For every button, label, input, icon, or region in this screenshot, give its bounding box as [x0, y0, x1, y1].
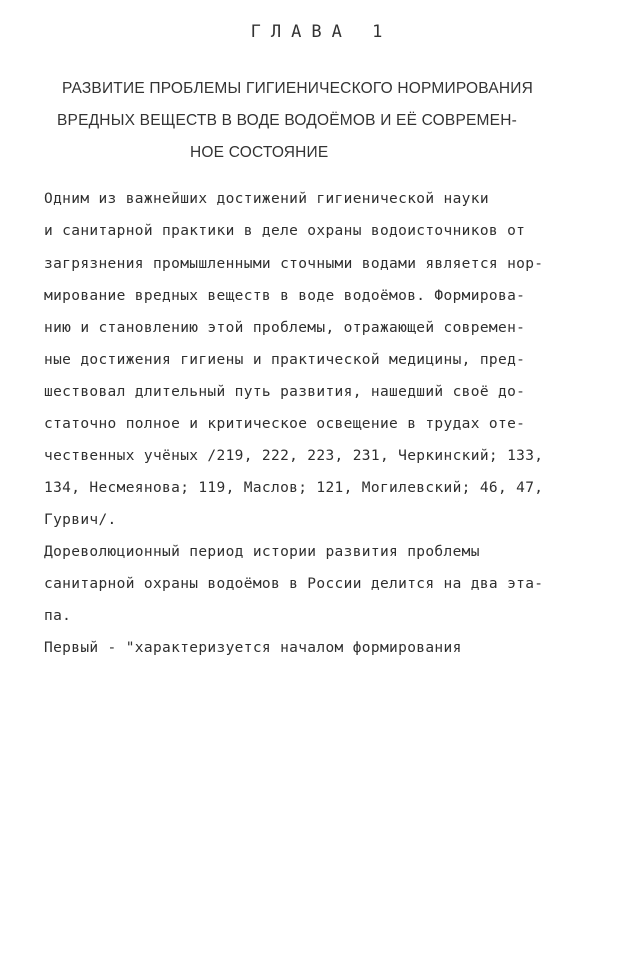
body-line-3: загрязнения промышленными сточными водами является нор- [44, 256, 544, 272]
body-line-6: ные достижения гигиены и практической медицины, пред- [44, 352, 526, 368]
body-line-9: чественных учёных /219, 222, 223, 231, Черкинский; 133, [44, 448, 544, 464]
body-line-12: Дореволюционный период истории развития проблемы [44, 544, 480, 560]
title-line-1: РАЗВИТИЕ ПРОБЛЕМЫ ГИГИЕНИЧЕСКОГО НОРМИРОВАНИЯ [62, 80, 533, 97]
body-line-4: мирование вредных веществ в воде водоёмов. Формирова- [44, 288, 526, 304]
body-line-7: шествовал длительный путь развития, нашедший своё до- [44, 384, 526, 400]
body-line-14: па. [44, 608, 72, 624]
body-line-13: санитарной охраны водоёмов в России делится на два эта- [44, 576, 544, 592]
body-line-11: Гурвич/. [44, 512, 117, 528]
chapter-heading: ГЛАВА 1 [250, 22, 393, 42]
body-line-1: Одним из важнейших достижений гигиенической науки [44, 191, 489, 207]
body-line-15: Первый - "характеризуется началом формирования [44, 640, 462, 656]
body-line-5: нию и становлению этой проблемы, отражающей современ- [44, 320, 526, 336]
body-line-10: 134, Несмеянова; 119, Маслов; 121, Могилевский; 46, 47, [44, 480, 544, 496]
body-line-2: и санитарной практики в деле охраны водоисточников от [44, 223, 526, 239]
body-line-8: статочно полное и критическое освещение в трудах оте- [44, 416, 526, 432]
title-line-3: НОЕ СОСТОЯНИЕ [190, 144, 329, 161]
title-line-2: ВРЕДНЫХ ВЕЩЕСТВ В ВОДЕ ВОДОЁМОВ И ЕЁ СОВРЕМЕН- [57, 112, 517, 129]
